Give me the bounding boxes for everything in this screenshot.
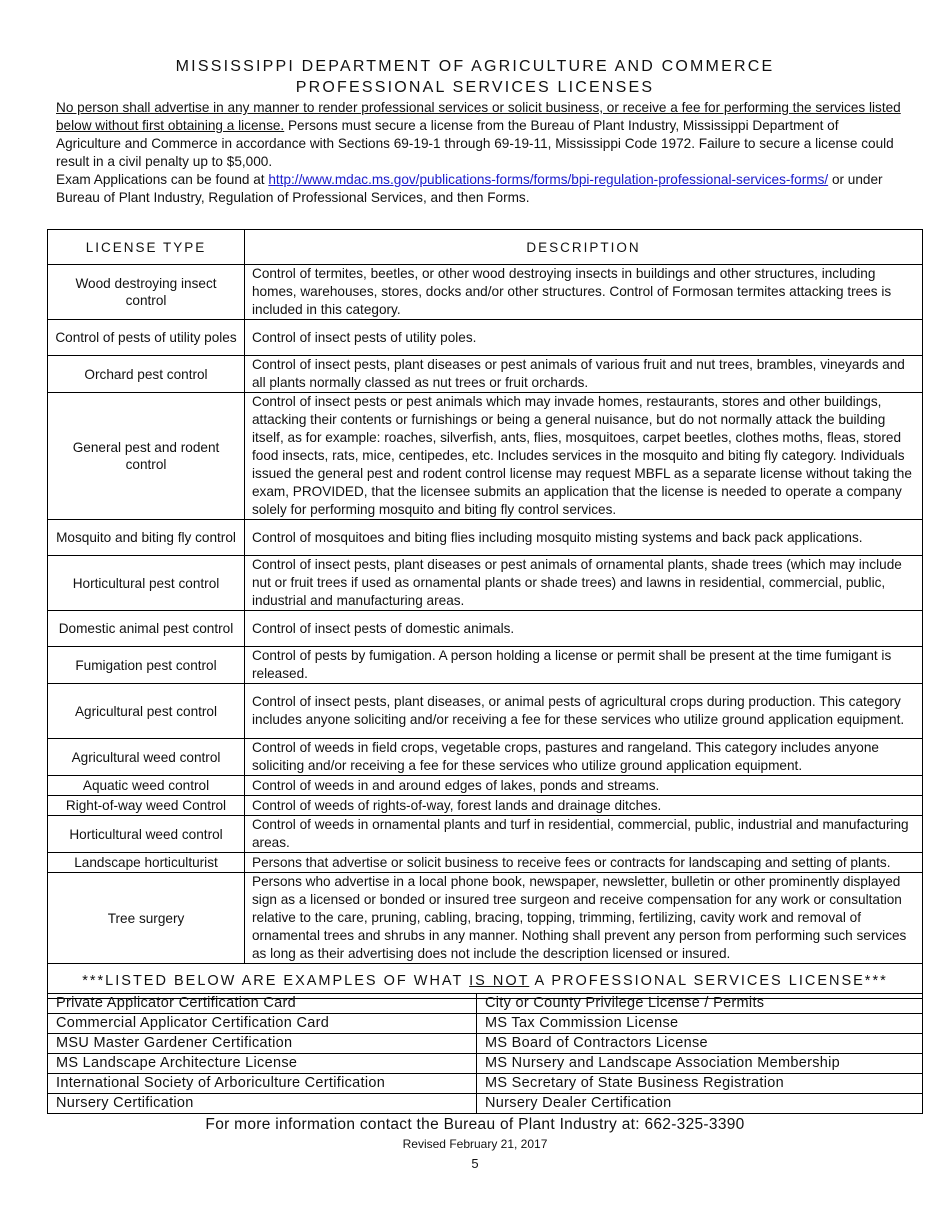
license-description: Persons who advertise in a local phone book, newspaper, newsletter, bulletin or other prominently displayed sign as a licensed or bonded or insured tree surgeon and receive compensation for any work or consultation relative to the care, pruning, cabling, bracing, topping, trimming, fertilizing, cavity work and removal of ornamental trees and shrubs in any manner. Nothing shall prevent any person from performing such services as long as their advertising does not include the description licensed or insured. <box>245 873 923 964</box>
license-description: Control of weeds in ornamental plants and turf in residential, commercial, public, industrial and manufacturing areas. <box>245 816 923 853</box>
banner-suffix: A PROFESSIONAL SERVICES LICENSE*** <box>529 973 888 989</box>
table-row <box>48 520 923 556</box>
table-row <box>48 1074 923 1094</box>
license-type: Aquatic weed control <box>48 776 245 796</box>
intro-paragraph <box>56 99 901 207</box>
table-row <box>48 1034 923 1054</box>
license-description: Control of insect pests, plant diseases, or animal pests of agricultural crops during production. This category includes anyone soliciting and/or receiving a fee for these services who utilize ground application equipment. <box>245 684 923 739</box>
table-row <box>48 393 923 520</box>
contact-info: For more information contact the Bureau of Plant Industry at: 662-325-3390 <box>205 1116 745 1133</box>
table-row <box>48 1054 923 1074</box>
table-row <box>48 684 923 739</box>
license-type: Right-of-way weed Control <box>48 796 245 816</box>
table-row <box>48 853 923 873</box>
example-item: MS Secretary of State Business Registration <box>477 1074 923 1094</box>
example-item: Nursery Certification <box>48 1094 477 1114</box>
license-description: Persons that advertise or solicit business to receive fees or contracts for landscaping and setting of plants. <box>245 853 923 873</box>
license-description: Control of insect pests of domestic animals. <box>245 611 923 647</box>
license-description: Control of insect pests of utility poles. <box>245 320 923 356</box>
license-type: Agricultural pest control <box>48 684 245 739</box>
table-row <box>48 816 923 853</box>
license-table-header <box>48 230 923 265</box>
license-table <box>47 229 923 999</box>
license-description: Control of termites, beetles, or other wood destroying insects in buildings and other structures, including homes, warehouses, stores, docks and/or other structures. Control of Formosan termites attacking trees is included in this category. <box>245 265 923 320</box>
license-description: Control of insect pests or pest animals which may invade homes, restaurants, stores and other buildings, attacking their contents or furnishings or being a general nuisance, but do not normally attack the building itself, as for example: roaches, silverfish, ants, flies, mosquitoes, carpet beetles, clothes moths, fleas, stored food insects, rats, mice, centipedes, etc. Includes services in the mosquito and biting fly category. Individuals issued the general pest and rodent control license may request MBFL as a separate license without taking the exam, PROVIDED, that the licensee submits an application that the license is needed to operate a company solely for performing mosquito and biting fly control services. <box>245 393 923 520</box>
example-item: MS Landscape Architecture License <box>48 1054 477 1074</box>
license-type: Mosquito and biting fly control <box>48 520 245 556</box>
revision-date: Revised February 21, 2017 <box>402 1137 548 1151</box>
banner-prefix: ***LISTED BELOW ARE EXAMPLES OF WHAT <box>82 973 470 989</box>
table-row <box>48 776 923 796</box>
table-row <box>48 796 923 816</box>
example-item: Nursery Dealer Certification <box>477 1094 923 1114</box>
license-type: Fumigation pest control <box>48 647 245 684</box>
example-item: Commercial Applicator Certification Card <box>48 1014 477 1034</box>
example-item: MS Nursery and Landscape Association Membership <box>477 1054 923 1074</box>
example-item: MS Board of Contractors License <box>477 1034 923 1054</box>
license-type: Orchard pest control <box>48 356 245 393</box>
license-type: Domestic animal pest control <box>48 611 245 647</box>
license-description: Control of weeds in and around edges of lakes, ponds and streams. <box>245 776 923 796</box>
non-license-examples-table <box>47 993 923 1114</box>
example-item: MSU Master Gardener Certification <box>48 1034 477 1054</box>
license-type: Wood destroying insect control <box>48 265 245 320</box>
table-row <box>48 1014 923 1034</box>
license-type: Landscape horticulturist <box>48 853 245 873</box>
license-type: Tree surgery <box>48 873 245 964</box>
license-description: Control of insect pests, plant diseases or pest animals of various fruit and nut trees, brambles, vineyards and all plants normally classed as nut trees or fruit orchards. <box>245 356 923 393</box>
example-item: Private Applicator Certification Card <box>48 994 477 1014</box>
table-row <box>48 356 923 393</box>
intro-warning: No person shall advertise in any manner to render professional services or solicit business, or receive a fee for performing the services listed below without first obtaining a license. <box>56 100 901 133</box>
license-description: Control of weeds in field crops, vegetable crops, pastures and rangeland. This category includes anyone soliciting and/or receiving a fee for these services who utilize ground application equipment. <box>245 739 923 776</box>
license-description: Control of mosquitoes and biting flies including mosquito misting systems and back pack applications. <box>245 520 923 556</box>
column-header-description: DESCRIPTION <box>245 230 923 265</box>
license-description: Control of pests by fumigation. A person holding a license or permit shall be present at the time fumigant is released. <box>245 647 923 684</box>
license-type: General pest and rodent control <box>48 393 245 520</box>
license-type: Agricultural weed control <box>48 739 245 776</box>
table-row <box>48 320 923 356</box>
page-title: MISSISSIPPI DEPARTMENT OF AGRICULTURE AND COMMERCE <box>175 58 775 75</box>
license-type: Horticultural weed control <box>48 816 245 853</box>
intro-body: Persons must secure a license from the Bureau of Plant Industry, Mississippi Department of Agriculture and Commerce in accordance with Sections 69-19-1 through 69-19-11, Mississippi Code 1972. Failure to secure a license could result in a civil penalty up to $5,000. <box>56 118 894 169</box>
table-row <box>48 556 923 611</box>
license-type: Control of pests of utility poles <box>48 320 245 356</box>
table-row <box>48 265 923 320</box>
table-row <box>48 647 923 684</box>
license-type: Horticultural pest control <box>48 556 245 611</box>
exam-suffix: or under Bureau of Plant Industry, Regulation of Professional Services, and then Forms. <box>56 172 883 205</box>
example-item: International Society of Arboriculture Certification <box>48 1074 477 1094</box>
license-description: Control of insect pests, plant diseases or pest animals of ornamental plants, shade trees (which may include nut or fruit trees if used as ornamental plants or shade trees) and lawns in residential, commercial, public, industrial and manufacturing areas. <box>245 556 923 611</box>
page-subtitle: PROFESSIONAL SERVICES LICENSES <box>295 79 655 96</box>
license-description: Control of weeds of rights-of-way, forest lands and drainage ditches. <box>245 796 923 816</box>
exam-forms-link[interactable]: http://www.mdac.ms.gov/publications-forms/forms/bpi-regulation-professional-services-forms/ <box>268 172 829 187</box>
banner-emphasis: IS NOT <box>469 973 530 989</box>
table-row <box>48 611 923 647</box>
exam-prefix: Exam Applications can be found at <box>56 172 269 187</box>
table-row <box>48 873 923 964</box>
example-item: MS Tax Commission License <box>477 1014 923 1034</box>
example-item: City or County Privilege License / Permits <box>477 994 923 1014</box>
table-row <box>48 994 923 1014</box>
column-header-license-type: LICENSE TYPE <box>48 230 245 265</box>
page-number: 5 <box>471 1156 479 1171</box>
table-row <box>48 739 923 776</box>
table-row <box>48 1094 923 1114</box>
